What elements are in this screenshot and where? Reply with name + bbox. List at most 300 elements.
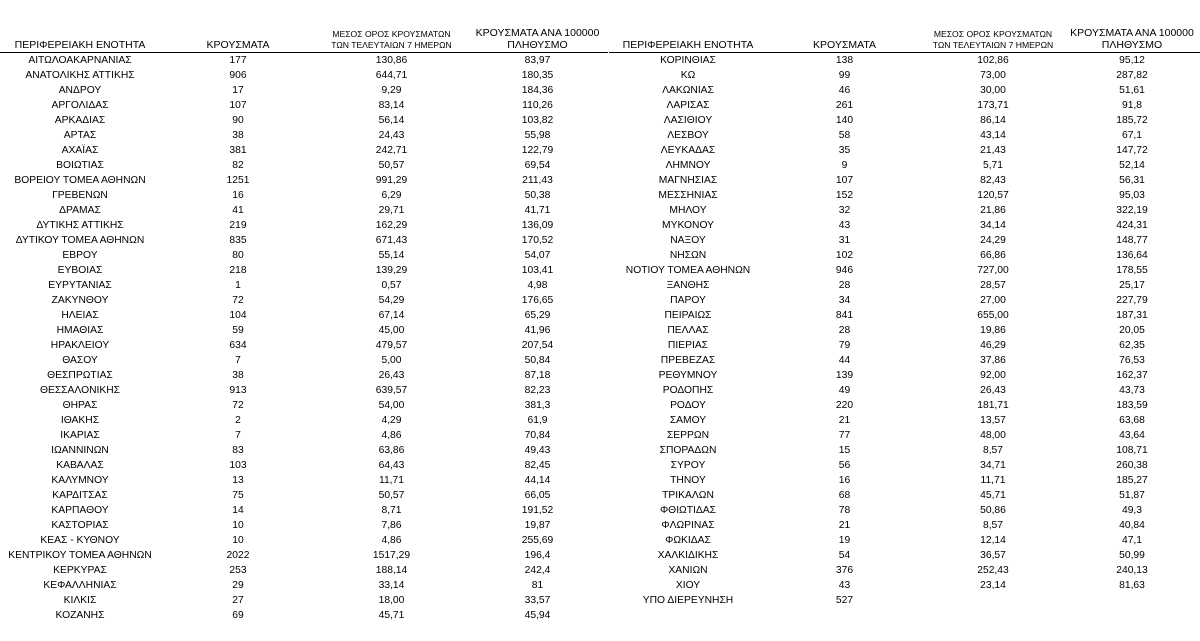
cell-avg7: 55,14 <box>378 250 405 261</box>
cell-per100k: 81 <box>531 580 544 591</box>
cell-avg7: 13,57 <box>980 415 1006 426</box>
cell-avg7: 28,57 <box>980 280 1006 291</box>
table-row <box>609 593 1200 608</box>
cell-per100k: 61,9 <box>527 415 548 426</box>
cell-region: ΗΡΑΚΛΕΙΟΥ <box>50 340 110 351</box>
header-avg7 <box>316 0 467 53</box>
table-row <box>609 113 1200 128</box>
cell-avg7: 45,00 <box>378 325 405 336</box>
table-row <box>609 173 1200 188</box>
cell-per100k: 162,37 <box>1116 370 1148 381</box>
cell-avg7: 18,00 <box>378 595 405 606</box>
cell-avg7: 46,29 <box>980 340 1006 351</box>
cell-avg7: 45,71 <box>980 490 1006 501</box>
cell-region: ΘΗΡΑΣ <box>62 400 98 411</box>
cell-avg7: 644,71 <box>375 70 408 81</box>
cell-region: ΚΑΛΥΜΝΟΥ <box>51 475 109 486</box>
cell-cases: 46 <box>838 85 851 96</box>
table-row <box>0 503 608 518</box>
cell-region: ΦΩΚΙΔΑΣ <box>665 535 711 546</box>
cell-cases: 35 <box>838 145 851 156</box>
cell-avg7: 37,86 <box>980 355 1006 366</box>
cell-avg7: 11,71 <box>378 475 404 486</box>
cell-cases: 99 <box>838 70 851 81</box>
cell-region: ΣΕΡΡΩΝ <box>666 430 710 441</box>
cell-region: ΕΒΡΟΥ <box>62 250 98 261</box>
cell-region: ΚΟΖΑΝΗΣ <box>55 610 105 621</box>
cell-avg7: 43,14 <box>980 130 1006 141</box>
header-cases-label: ΚΡΟΥΣΜΑΤΑ <box>206 39 270 51</box>
cell-avg7: 102,86 <box>977 55 1009 66</box>
cell-region: ΛΑΣΙΘΙΟΥ <box>663 115 713 126</box>
table-row <box>0 113 608 128</box>
cell-region: ΒΟΙΩΤΙΑΣ <box>56 160 104 171</box>
cell-per100k: 211,43 <box>522 175 553 186</box>
cases-table-right <box>609 0 1200 608</box>
cell-per100k: 50,99 <box>1119 550 1145 561</box>
header-row <box>0 0 608 53</box>
cell-per100k: 33,57 <box>524 595 551 606</box>
cell-per100k: 287,82 <box>1116 70 1148 81</box>
cell-cases: 376 <box>835 565 854 576</box>
cell-per100k: 49,3 <box>1121 505 1143 516</box>
cell-per100k: 66,05 <box>524 490 551 501</box>
cell-per100k: 207,54 <box>521 340 554 351</box>
cell-region: ΠΕΛΛΑΣ <box>667 325 709 336</box>
cell-cases: 80 <box>232 250 244 261</box>
cell-cases: 913 <box>229 385 247 396</box>
table-row <box>0 98 608 113</box>
cell-region: ΡΟΔΟΠΗΣ <box>662 385 714 396</box>
cell-cases: 381 <box>229 145 247 156</box>
cell-region: ΛΗΜΝΟΥ <box>665 160 711 171</box>
cell-cases: 38 <box>232 370 244 381</box>
cell-avg7: 173,71 <box>977 100 1009 111</box>
table-row <box>609 473 1200 488</box>
cell-avg7: 56,14 <box>378 115 405 126</box>
table-row <box>0 488 608 503</box>
cell-cases: 177 <box>229 55 247 66</box>
cell-region: ΝΑΞΟΥ <box>670 235 706 246</box>
table-row <box>609 503 1200 518</box>
cell-cases: 49 <box>838 385 851 396</box>
cell-per100k: 183,59 <box>1116 400 1148 411</box>
cell-per100k: 381,3 <box>524 400 551 411</box>
cell-cases: 83 <box>232 445 244 456</box>
cell-per100k: 67,1 <box>1121 130 1143 141</box>
cell-avg7: 64,43 <box>378 460 405 471</box>
cell-avg7: 242,71 <box>375 145 408 156</box>
table-row <box>609 353 1200 368</box>
cell-cases: 219 <box>229 220 247 231</box>
cell-per100k: 56,31 <box>1119 175 1145 186</box>
header-cases <box>767 0 922 53</box>
table-row <box>609 293 1200 308</box>
cell-region: ΠΕΙΡΑΙΩΣ <box>664 310 712 321</box>
table-row <box>609 308 1200 323</box>
cell-cases: 59 <box>232 325 244 336</box>
cell-avg7: 67,14 <box>378 310 405 321</box>
cell-cases: 68 <box>838 490 851 501</box>
cell-region: ΥΠΟ ΔΙΕΡΕΥΝΗΣΗ <box>642 595 734 606</box>
cell-per100k: 51,61 <box>1119 85 1145 96</box>
table-row <box>0 578 608 593</box>
cell-per100k: 70,84 <box>524 430 551 441</box>
cell-cases: 102 <box>835 250 854 261</box>
table-row <box>0 248 608 263</box>
cell-region: ΚΕΑΣ - ΚΥΘΝΟΥ <box>40 535 120 546</box>
table-row <box>609 398 1200 413</box>
cell-region: ΑΙΤΩΛΟΑΚΑΡΝΑΝΙΑΣ <box>28 55 132 66</box>
table-row <box>609 233 1200 248</box>
table-row <box>0 308 608 323</box>
cell-avg7: 19,86 <box>980 325 1006 336</box>
cell-region: ΔΥΤΙΚΟΥ ΤΟΜΕΑ ΑΘΗΝΩΝ <box>15 235 145 246</box>
cell-cases: 17 <box>232 85 244 96</box>
cell-region: ΤΡΙΚΑΛΩΝ <box>662 490 714 501</box>
header-avg7-line2: ΤΩΝ ΤΕΛΕΥΤΑΙΩΝ 7 ΗΜΕΡΩΝ <box>331 40 452 50</box>
cell-avg7: 4,86 <box>381 430 402 441</box>
table-row <box>0 353 608 368</box>
cell-region: ΘΑΣΟΥ <box>62 355 98 366</box>
cell-avg7: 29,71 <box>378 205 405 216</box>
table-row <box>0 518 608 533</box>
cell-per100k: 25,17 <box>1119 280 1145 291</box>
cell-avg7: 30,00 <box>980 85 1006 96</box>
cell-avg7: 21,43 <box>980 145 1006 156</box>
cell-cases: 38 <box>232 130 244 141</box>
header-region <box>609 0 767 53</box>
table-row <box>0 188 608 203</box>
cell-region: ΡΕΘΥΜΝΟΥ <box>658 370 718 381</box>
cell-per100k: 255,69 <box>521 535 554 546</box>
table-row <box>0 233 608 248</box>
cell-per100k: 41,96 <box>524 325 551 336</box>
cell-avg7: 73,00 <box>980 70 1006 81</box>
table-row <box>0 398 608 413</box>
cell-per100k: 4,98 <box>527 280 548 291</box>
cell-per100k: 95,12 <box>1119 55 1145 66</box>
cell-cases: 1 <box>235 280 241 291</box>
cell-cases: 77 <box>838 430 851 441</box>
cell-per100k: 170,52 <box>521 235 554 246</box>
cell-per100k: 49,43 <box>524 445 551 456</box>
cell-cases: 103 <box>229 460 247 471</box>
cell-avg7: 45,71 <box>378 610 405 621</box>
cell-cases: 139 <box>835 370 854 381</box>
cell-cases: 75 <box>232 490 244 501</box>
table-row <box>609 383 1200 398</box>
cell-per100k: 41,71 <box>524 205 551 216</box>
cell-avg7: 639,57 <box>375 385 408 396</box>
table-row <box>609 128 1200 143</box>
cell-region: ΙΚΑΡΙΑΣ <box>60 430 100 441</box>
cell-per100k: 65,29 <box>524 310 551 321</box>
table-row <box>0 428 608 443</box>
cell-avg7: 50,57 <box>378 160 405 171</box>
cell-cases: 906 <box>229 70 247 81</box>
cell-region: ΠΙΕΡΙΑΣ <box>667 340 709 351</box>
cell-avg7: 12,14 <box>980 535 1006 546</box>
cell-avg7: 26,43 <box>980 385 1006 396</box>
cell-region: ΑΝΔΡΟΥ <box>58 85 102 96</box>
cell-per100k: 242,4 <box>524 565 551 576</box>
cell-per100k: 51,87 <box>1119 490 1145 501</box>
header-per100k <box>1064 0 1200 53</box>
cell-region: ΛΑΡΙΣΑΣ <box>666 100 710 111</box>
cell-avg7: 162,29 <box>375 220 408 231</box>
cell-cases: 15 <box>838 445 851 456</box>
cell-region: ΧΑΛΚΙΔΙΚΗΣ <box>657 550 719 561</box>
table-row <box>0 218 608 233</box>
cell-region: ΚΕΡΚΥΡΑΣ <box>53 565 107 576</box>
header-avg7-line2: ΤΩΝ ΤΕΛΕΥΤΑΙΩΝ 7 ΗΜΕΡΩΝ <box>932 40 1054 50</box>
cell-avg7: 8,57 <box>982 445 1004 456</box>
table-body-left <box>0 53 608 624</box>
header-avg7 <box>922 0 1064 53</box>
cell-cases: 72 <box>232 295 244 306</box>
cell-region: ΠΡΕΒΕΖΑΣ <box>660 355 716 366</box>
header-region-label: ΠΕΡΙΦΕΡΕΙΑΚΗ ΕΝΟΤΗΤΑ <box>622 39 754 51</box>
cell-per100k: 43,73 <box>1119 385 1145 396</box>
table-row <box>0 533 608 548</box>
cell-region: ΑΧΑΪΑΣ <box>61 145 99 156</box>
cell-region: ΓΡΕΒΕΝΩΝ <box>52 190 108 201</box>
cell-avg7: 120,57 <box>977 190 1009 201</box>
cell-per100k: 148,77 <box>1116 235 1148 246</box>
cell-cases: 41 <box>232 205 244 216</box>
cell-region: ΝΟΤΙΟΥ ΤΟΜΕΑ ΑΘΗΝΩΝ <box>625 265 751 276</box>
cell-cases: 56 <box>838 460 851 471</box>
cell-per100k: 136,64 <box>1116 250 1148 261</box>
cell-avg7: 83,14 <box>378 100 405 111</box>
header-per100k-line1: ΚΡΟΥΣΜΑΤΑ ΑΝΑ 100000 <box>1070 27 1194 39</box>
cell-avg7: 34,14 <box>980 220 1006 231</box>
cell-cases: 69 <box>232 610 244 621</box>
cell-per100k: 191,52 <box>521 505 554 516</box>
cell-region: ΚΟΡΙΝΘΙΑΣ <box>660 55 716 66</box>
table-row <box>609 158 1200 173</box>
cell-cases: 14 <box>232 505 244 516</box>
table-row <box>0 323 608 338</box>
cell-cases: 43 <box>838 220 851 231</box>
table-row <box>609 548 1200 563</box>
cell-region: ΚΕΝΤΡΙΚΟΥ ΤΟΜΕΑ ΑΘΗΝΩΝ <box>8 550 152 561</box>
cell-cases: 835 <box>229 235 247 246</box>
table-row <box>0 128 608 143</box>
cell-per100k: 227,79 <box>1116 295 1148 306</box>
cell-region: ΝΗΣΩΝ <box>669 250 707 261</box>
cell-per100k: 81,63 <box>1119 580 1145 591</box>
header-per100k <box>467 0 608 53</box>
cell-avg7: 4,86 <box>381 535 402 546</box>
cell-avg7: 5,71 <box>982 160 1004 171</box>
table-row <box>0 278 608 293</box>
table-row <box>609 143 1200 158</box>
cell-avg7: 7,86 <box>381 520 402 531</box>
table-row <box>0 413 608 428</box>
cell-cases: 13 <box>232 475 244 486</box>
cell-per100k: 185,72 <box>1116 115 1148 126</box>
cell-avg7: 23,14 <box>980 580 1006 591</box>
cell-region: ΦΛΩΡΙΝΑΣ <box>661 520 715 531</box>
cell-avg7: 5,00 <box>381 355 402 366</box>
cell-per100k <box>1064 593 1200 608</box>
cell-avg7: 130,86 <box>375 55 408 66</box>
cell-per100k: 91,8 <box>1121 100 1143 111</box>
cell-per100k: 44,14 <box>524 475 551 486</box>
cell-region: ΛΕΥΚΑΔΑΣ <box>660 145 716 156</box>
cell-region: ΚΑΡΠΑΘΟΥ <box>51 505 109 516</box>
cell-cases: 16 <box>838 475 851 486</box>
cell-avg7: 139,29 <box>375 265 408 276</box>
cell-avg7: 86,14 <box>980 115 1006 126</box>
table-body-right <box>609 53 1200 609</box>
cell-avg7: 11,71 <box>980 475 1006 486</box>
table-row <box>609 428 1200 443</box>
table-row <box>0 458 608 473</box>
cell-region: ΗΛΕΙΑΣ <box>61 310 99 321</box>
cases-table-left <box>0 0 608 623</box>
cell-per100k: 50,84 <box>524 355 551 366</box>
table-row <box>609 263 1200 278</box>
cell-per100k: 103,41 <box>521 265 554 276</box>
cell-cases: 1251 <box>226 175 250 186</box>
table-row <box>0 173 608 188</box>
cell-per100k: 55,98 <box>524 130 551 141</box>
cell-avg7: 479,57 <box>375 340 408 351</box>
cell-avg7: 50,57 <box>378 490 405 501</box>
cell-region: ΒΟΡΕΙΟΥ ΤΟΜΕΑ ΑΘΗΝΩΝ <box>14 175 146 186</box>
cell-avg7: 63,86 <box>378 445 405 456</box>
cell-avg7: 181,71 <box>977 400 1009 411</box>
cell-region: ΙΩΑΝΝΙΝΩΝ <box>51 445 109 456</box>
table-row <box>609 248 1200 263</box>
cell-cases: 9 <box>841 160 848 171</box>
cell-per100k: 176,65 <box>521 295 554 306</box>
header-per100k-line2: ΠΛΗΘΥΣΜΟ <box>507 39 568 51</box>
cell-cases: 107 <box>835 175 854 186</box>
cell-per100k: 19,87 <box>524 520 551 531</box>
cell-avg7: 36,57 <box>980 550 1006 561</box>
cell-per100k: 178,55 <box>1116 265 1148 276</box>
cell-region: ΖΑΚΥΝΘΟΥ <box>51 295 109 306</box>
header-region <box>0 0 160 53</box>
cell-cases: 34 <box>838 295 851 306</box>
cell-region: ΑΡΤΑΣ <box>63 130 97 141</box>
cell-region: ΚΑΡΔΙΤΣΑΣ <box>52 490 108 501</box>
cell-region: ΔΡΑΜΑΣ <box>59 205 101 216</box>
cell-region: ΕΥΡΥΤΑΝΙΑΣ <box>48 280 112 291</box>
table-row <box>0 338 608 353</box>
cell-per100k: 20,05 <box>1119 325 1145 336</box>
cell-region: ΜΕΣΣΗΝΙΑΣ <box>658 190 718 201</box>
cell-region: ΗΜΑΘΙΑΣ <box>56 325 104 336</box>
cell-region: ΣΥΡΟΥ <box>670 460 706 471</box>
cell-avg7: 671,43 <box>375 235 408 246</box>
cell-cases: 152 <box>835 190 854 201</box>
cell-avg7: 727,00 <box>977 265 1009 276</box>
cell-per100k: 122,79 <box>521 145 554 156</box>
cell-avg7: 26,43 <box>378 370 405 381</box>
cell-region: ΤΗΝΟΥ <box>670 475 706 486</box>
table-row <box>609 518 1200 533</box>
table-row <box>0 293 608 308</box>
table-row <box>0 608 608 623</box>
cell-cases: 82 <box>232 160 244 171</box>
cell-cases: 104 <box>229 310 247 321</box>
cell-region: ΧΑΝΙΩΝ <box>668 565 708 576</box>
cell-per100k: 322,19 <box>1116 205 1148 216</box>
cell-avg7: 34,71 <box>980 460 1006 471</box>
cell-avg7: 24,43 <box>378 130 405 141</box>
cell-per100k: 82,45 <box>524 460 551 471</box>
cell-region: ΠΑΡΟΥ <box>670 295 706 306</box>
header-cases-label: ΚΡΟΥΣΜΑΤΑ <box>813 39 876 51</box>
table-row <box>0 443 608 458</box>
cell-region: ΣΑΜΟΥ <box>669 415 707 426</box>
table-row <box>0 203 608 218</box>
cell-avg7: 66,86 <box>980 250 1006 261</box>
cell-region: ΦΘΙΩΤΙΔΑΣ <box>659 505 717 516</box>
table-row <box>609 218 1200 233</box>
cell-cases: 44 <box>838 355 851 366</box>
cell-region: ΧΙΟΥ <box>675 580 701 591</box>
table-row <box>609 563 1200 578</box>
cell-cases: 107 <box>229 100 247 111</box>
cell-region: ΚΙΛΚΙΣ <box>63 595 97 606</box>
cell-cases: 54 <box>838 550 851 561</box>
cell-per100k: 76,53 <box>1119 355 1145 366</box>
cell-per100k: 47,1 <box>1121 535 1143 546</box>
table-row <box>609 323 1200 338</box>
cell-avg7: 54,00 <box>378 400 405 411</box>
cell-per100k: 87,18 <box>524 370 551 381</box>
header-row <box>609 0 1200 53</box>
cell-per100k: 185,27 <box>1116 475 1148 486</box>
cell-per100k: 180,35 <box>521 70 554 81</box>
cell-avg7: 33,14 <box>378 580 405 591</box>
table-row <box>609 98 1200 113</box>
cell-region: ΜΥΚΟΝΟΥ <box>662 220 714 231</box>
cell-cases: 43 <box>838 580 851 591</box>
cell-avg7: 188,14 <box>375 565 408 576</box>
cell-region: ΛΑΚΩΝΙΑΣ <box>662 85 714 96</box>
cell-cases: 27 <box>232 595 244 606</box>
table-row <box>0 158 608 173</box>
cell-per100k: 260,38 <box>1116 460 1148 471</box>
cell-region: ΡΟΔΟΥ <box>670 400 706 411</box>
cell-avg7: 0,57 <box>381 280 402 291</box>
cell-cases: 220 <box>835 400 854 411</box>
table-row <box>0 548 608 563</box>
cell-avg7: 8,57 <box>982 520 1004 531</box>
cell-avg7 <box>922 593 1064 608</box>
cell-cases: 16 <box>232 190 244 201</box>
table-row <box>609 338 1200 353</box>
cell-cases: 19 <box>838 535 851 546</box>
cell-cases: 946 <box>835 265 854 276</box>
header-per100k-line2: ΠΛΗΘΥΣΜΟ <box>1101 39 1163 51</box>
cell-per100k: 240,13 <box>1116 565 1148 576</box>
cell-avg7: 50,86 <box>980 505 1006 516</box>
table-row <box>609 488 1200 503</box>
cell-cases: 7 <box>235 355 241 366</box>
header-avg7-line1: ΜΕΣΟΣ ΟΡΟΣ ΚΡΟΥΣΜΑΤΩΝ <box>933 29 1053 39</box>
cell-avg7: 1517,29 <box>372 550 411 561</box>
cell-per100k: 108,71 <box>1116 445 1148 456</box>
cell-per100k: 52,14 <box>1119 160 1145 171</box>
